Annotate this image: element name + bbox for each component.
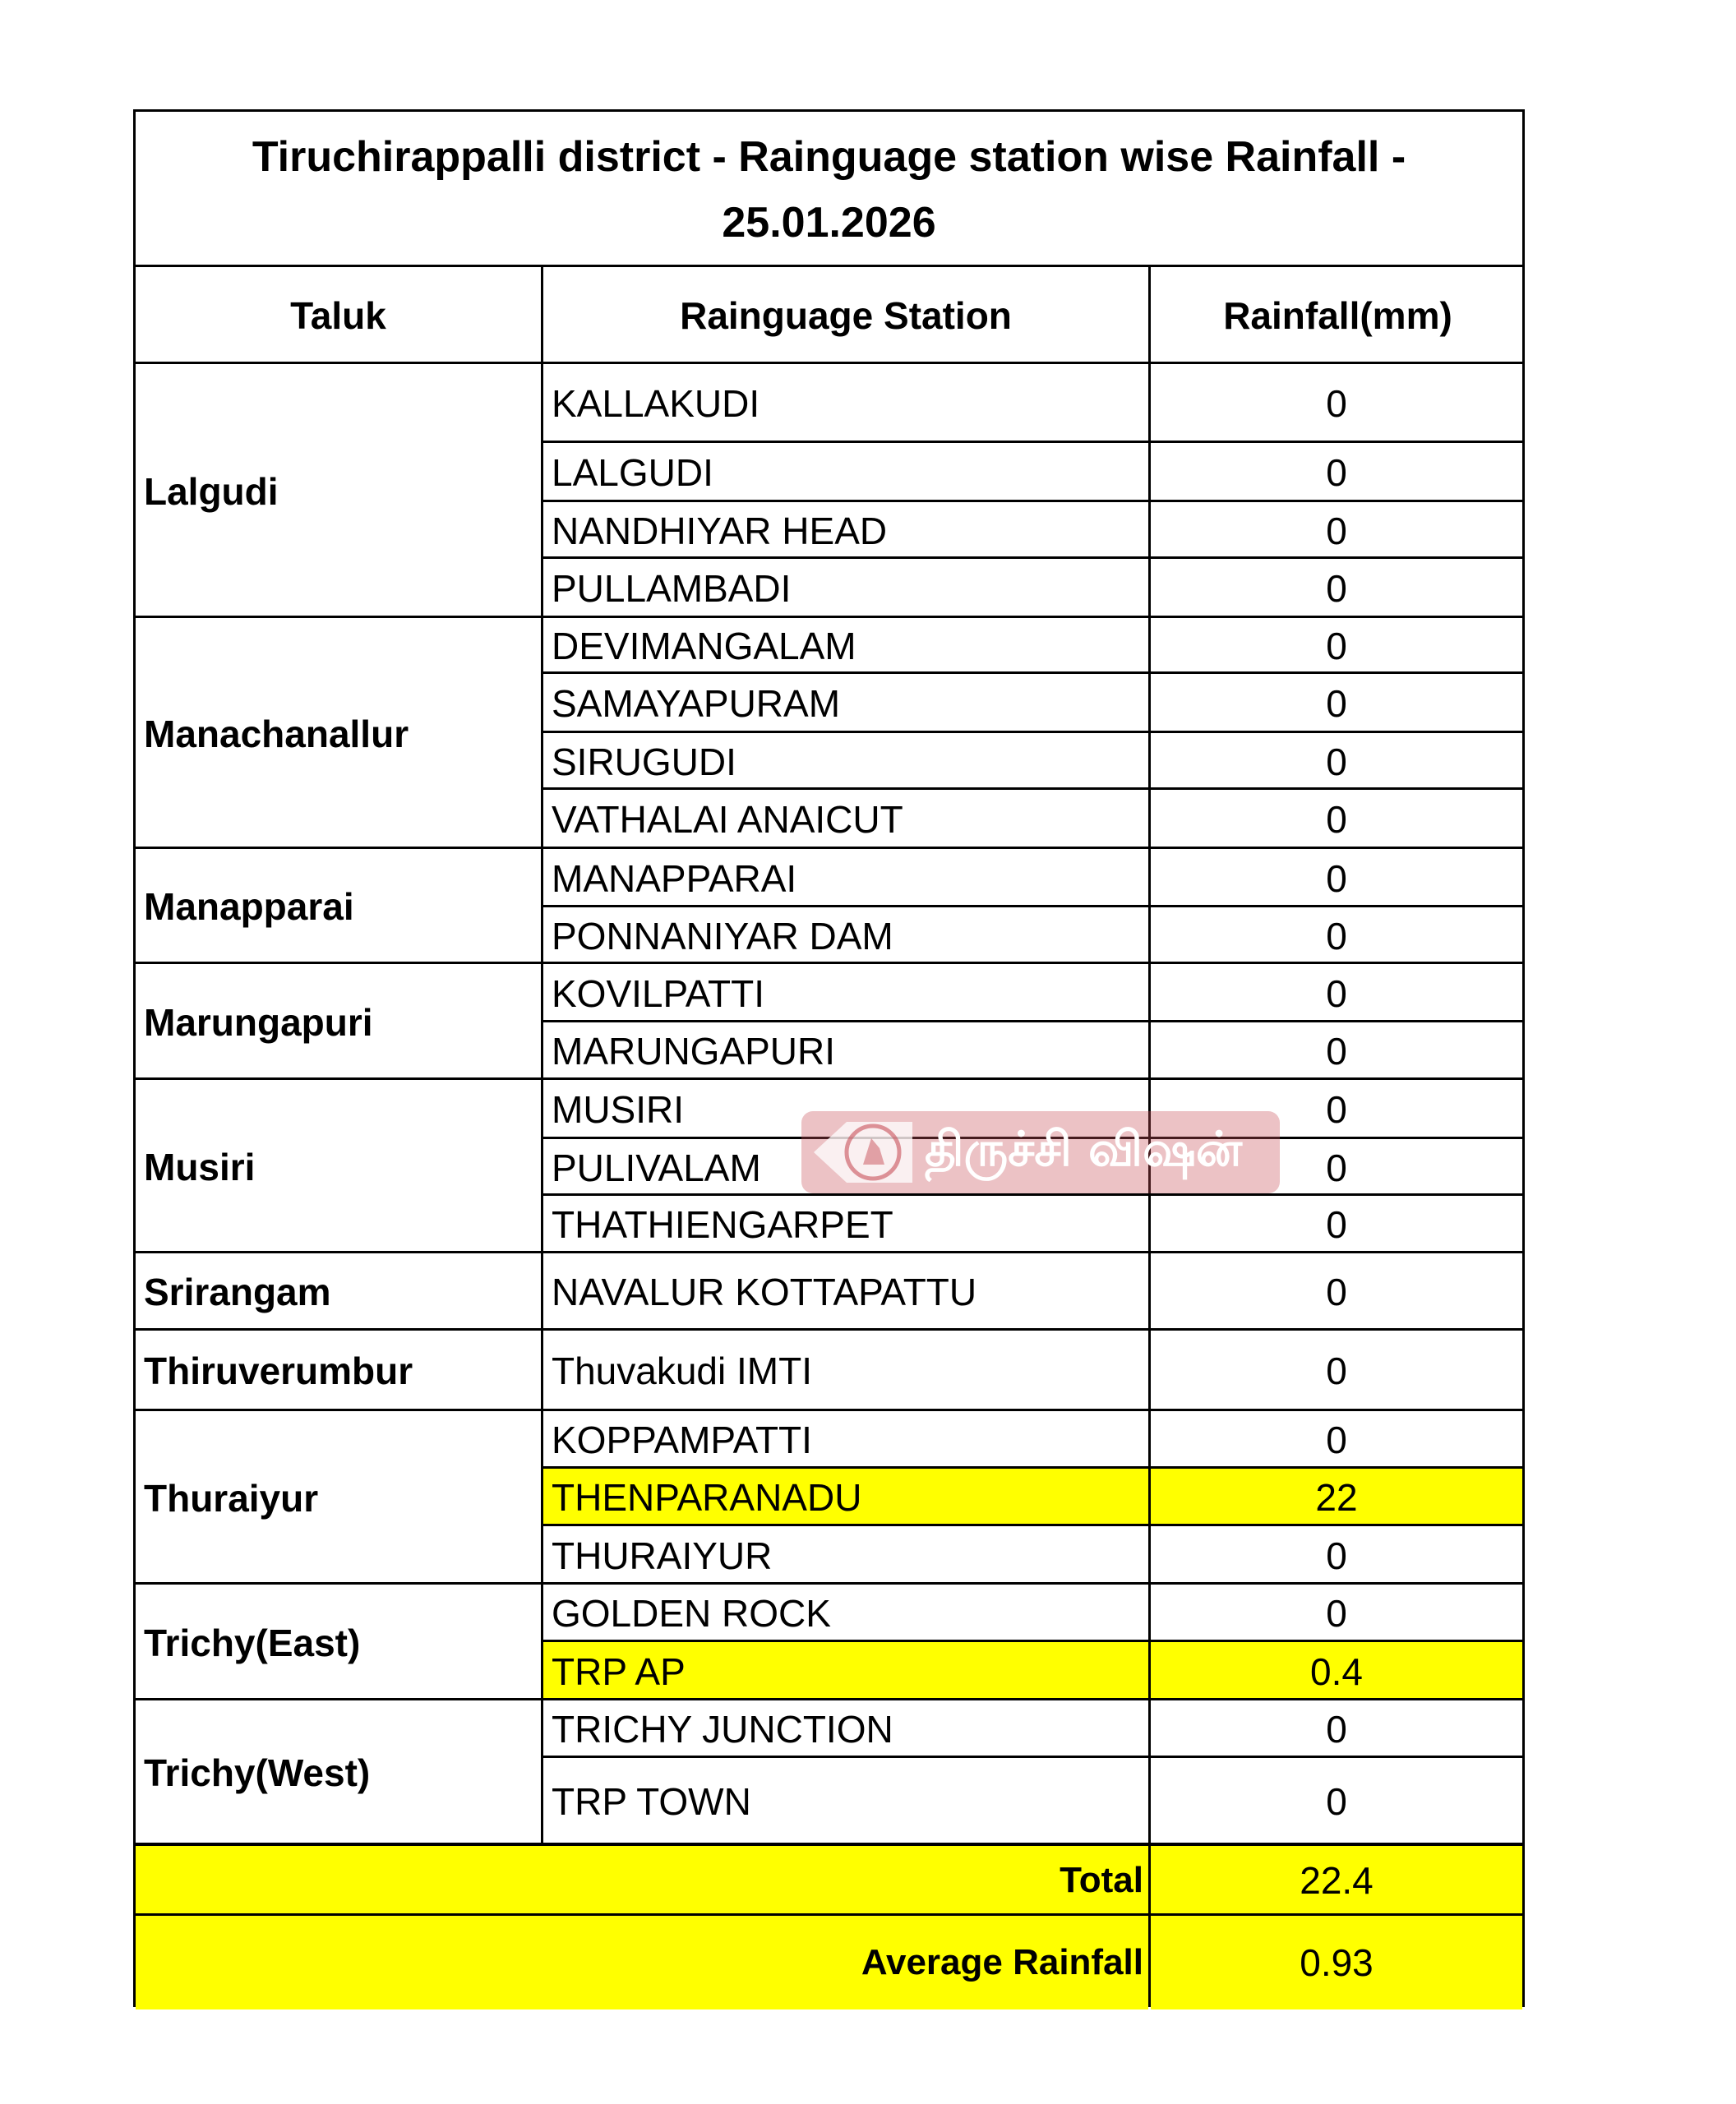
rainfall-cell: 0: [1326, 1030, 1347, 1073]
rainfall-cell: 0: [1326, 567, 1347, 610]
station-cell: VATHALAI ANAICUT: [552, 798, 903, 841]
station-cell: PULLAMBADI: [552, 567, 792, 610]
watermark-text: திருச்சி விஷன்: [925, 1121, 1243, 1177]
rainfall-cell: 0: [1326, 451, 1347, 494]
station-cell: TRICHY JUNCTION: [552, 1708, 893, 1751]
rainfall-cell: 0: [1326, 1271, 1347, 1313]
rainfall-cell: 0: [1326, 1146, 1347, 1189]
station-cell: LALGUDI: [552, 451, 713, 494]
rainfall-cell: 0: [1326, 1419, 1347, 1461]
rainfall-cell: 0: [1326, 1203, 1347, 1246]
taluk-cell: Manachanallur: [144, 712, 409, 755]
taluk-cell: Thuraiyur: [144, 1476, 319, 1520]
station-cell: THENPARANADU: [543, 1469, 1148, 1526]
station-cell: PULIVALAM: [552, 1146, 761, 1189]
station-cell: MARUNGAPURI: [552, 1030, 836, 1073]
taluk-cell: Musiri: [144, 1145, 256, 1188]
taluk-cell: Manapparai: [144, 885, 354, 928]
station-cell: KOVILPATTI: [552, 971, 765, 1015]
station-cell: Thuvakudi IMTI: [552, 1350, 812, 1392]
station-cell: GOLDEN ROCK: [552, 1592, 831, 1635]
rainfall-cell: 22: [1151, 1469, 1522, 1526]
header-rainfall: Rainfall(mm): [1223, 294, 1452, 337]
taluk-cell: Thiruverumbur: [144, 1350, 413, 1392]
header-station: Rainguage Station: [680, 294, 1012, 337]
station-cell: KOPPAMPATTI: [552, 1419, 812, 1461]
rainfall-cell: 0.4: [1151, 1642, 1522, 1700]
rainfall-cell: 0: [1326, 1592, 1347, 1635]
table-title: Tiruchirappalli district - Rainguage station wise Rainfall - 25.01.2026: [252, 132, 1406, 247]
average-value: 0.93: [1151, 1915, 1522, 2009]
rainfall-table: [133, 109, 1525, 2007]
rainfall-cell: 0: [1326, 509, 1347, 552]
station-cell: SIRUGUDI: [552, 740, 736, 783]
total-value: 22.4: [1151, 1845, 1522, 1915]
station-cell: TRP AP: [543, 1642, 1148, 1700]
rainfall-cell: 0: [1326, 1708, 1347, 1751]
station-cell: SAMAYAPURAM: [552, 682, 841, 725]
taluk-cell: Marungapuri: [144, 1000, 373, 1044]
eye-logo-icon: [801, 1113, 925, 1192]
station-cell: NAVALUR KOTTAPATTU: [552, 1271, 977, 1313]
rainfall-cell: 0: [1326, 856, 1347, 900]
station-cell: TRP TOWN: [552, 1780, 751, 1823]
rainfall-cell: 0: [1326, 1780, 1347, 1823]
rainfall-cell: 0: [1326, 798, 1347, 841]
rainfall-cell: 0: [1326, 971, 1347, 1015]
rainfall-cell: 0: [1326, 1350, 1347, 1392]
header-taluk: Taluk: [290, 294, 386, 337]
watermark: [801, 1111, 1280, 1193]
station-cell: DEVIMANGALAM: [552, 625, 856, 667]
rainfall-cell: 0: [1326, 382, 1347, 425]
station-cell: MANAPPARAI: [552, 856, 797, 900]
rainfall-cell: 0: [1326, 1534, 1347, 1577]
rainfall-cell: 0: [1326, 625, 1347, 667]
total-label: Total: [136, 1845, 1148, 1915]
taluk-cell: Trichy(West): [144, 1751, 371, 1794]
taluk-cell: Srirangam: [144, 1271, 331, 1313]
station-cell: THURAIYUR: [552, 1534, 773, 1577]
station-cell: KALLAKUDI: [552, 382, 760, 425]
rainfall-cell: 0: [1326, 682, 1347, 725]
taluk-cell: Trichy(East): [144, 1621, 361, 1664]
average-label: Average Rainfall: [136, 1915, 1148, 2009]
rainfall-cell: 0: [1326, 914, 1347, 957]
rainfall-cell: 0: [1326, 740, 1347, 783]
rainfall-cell: 0: [1326, 1088, 1347, 1131]
station-cell: THATHIENGARPET: [552, 1203, 893, 1246]
station-cell: PONNANIYAR DAM: [552, 914, 893, 957]
station-cell: MUSIRI: [552, 1088, 684, 1131]
taluk-cell: Lalgudi: [144, 469, 279, 513]
station-cell: NANDHIYAR HEAD: [552, 509, 888, 552]
